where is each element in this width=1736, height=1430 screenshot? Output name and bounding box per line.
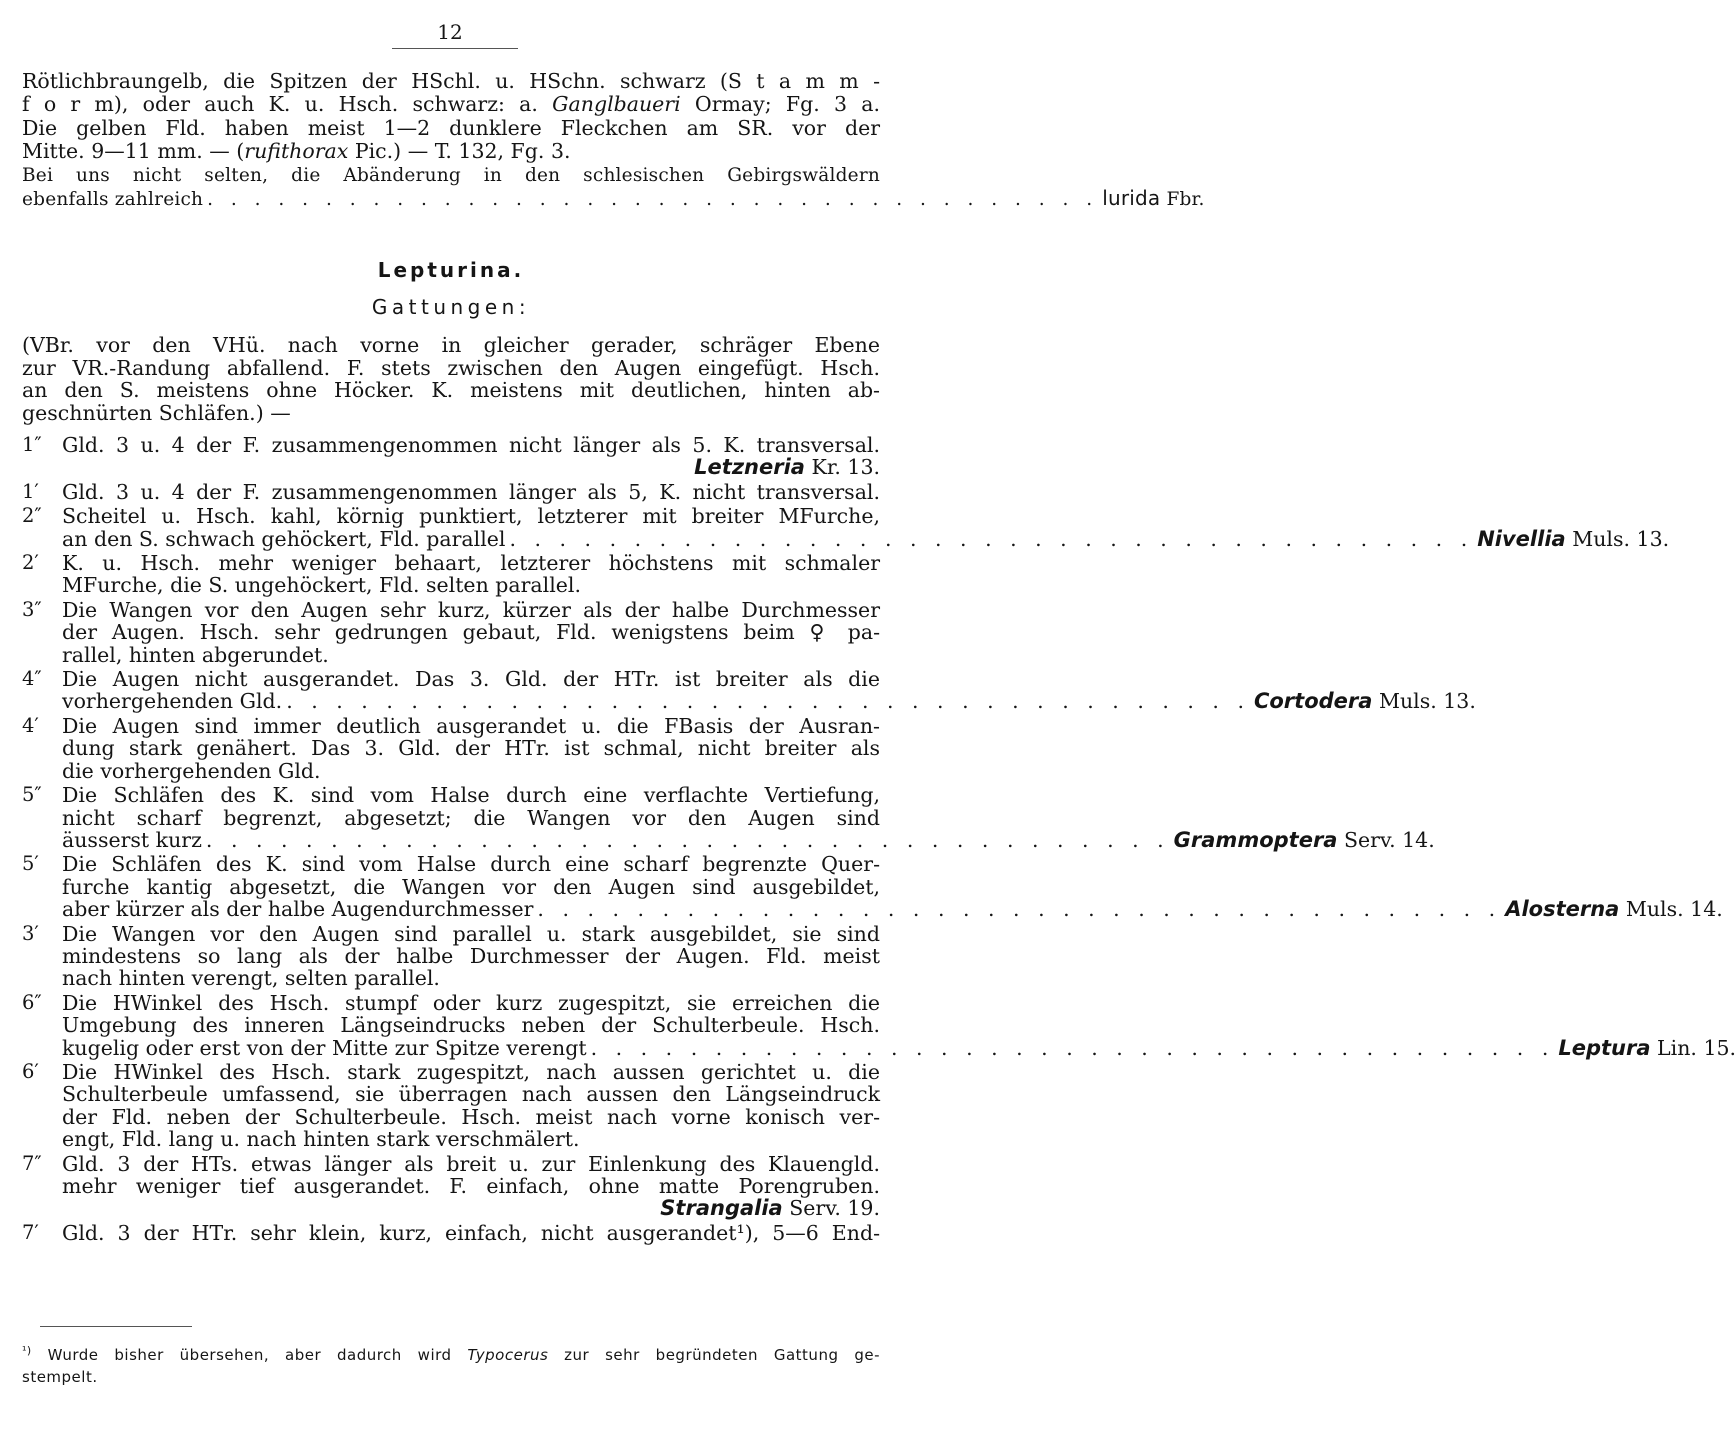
genus-line [62,1197,880,1219]
entry-line [62,526,1670,551]
couplet-number: 2″ [22,504,42,528]
key-entry [22,1061,880,1151]
couplet-number: 2′ [22,551,39,575]
leader-dots: . . . . . . . . . . . . . . . . . . . . . . . . . . . . . . . . . . . . . . . [286,689,1250,714]
leader-dots: . . . . . . . . . . . . . . . . . . . . . . . . . . . . . . . . . . . . . . . [509,526,1474,551]
entry-line [62,1035,1736,1060]
key-entry [22,552,880,597]
leader-dots: . . . . . . . . . . . . . . . . . . . . . . . . . . . . . . . . . . . . . . . [205,827,1170,852]
entry-line: Die HWinkel des Hsch. stark zugespitzt, nach aussen gerichtet u. die [62,1059,880,1084]
entry-line: furche kantig abgesetzt, die Wangen vor den Augen sind ausgebildet, [62,874,880,899]
leader-dots: . . . . . . . . . . . . . . . . . . . . . . . . . . . . . . . . . . . . . . [207,189,1099,211]
cond-line: zur VR.-Randung abfallend. F. stets zwischen den Augen eingefügt. Hsch. [22,355,880,380]
author: Lin. 15. [1650,1035,1736,1060]
couplet-number: 3′ [22,921,39,945]
entry-line: Die Augen nicht ausgerandet. Das 3. Gld. der HTr. ist breiter als die [62,667,880,692]
couplet-number: 5′ [22,852,39,876]
text-span: Wurde bisher übersehen, aber dadurch wird [31,1346,468,1364]
entry-line: dung stark genähert. Das 3. Gld. der HTr. ist schmal, nicht breiter als [62,736,880,761]
genus-name: Letzneria [694,455,805,480]
author: Serv. 19. [782,1196,880,1221]
text-span: äusserst kurz [62,827,202,852]
cond-line: (VBr. vor den VHü. nach vorne in gleicher gerader, schräger Ebene [22,333,880,357]
text-span: f o r m), oder auch K. u. Hsch. schwarz: a. [22,92,553,117]
key-entry [22,783,1435,852]
entry-line: Die Schläfen des K. sind vom Halse durch eine scharf begrenzte Quer- [62,852,880,877]
entry-line: rallel, hinten abgerundet. [62,642,329,667]
intro-paragraph [22,69,1205,211]
taxon-name [1174,829,1435,851]
entry-line: MFurche, die S. ungehöckert, Fld. selten parallel. [62,573,581,598]
key-entries [22,433,1736,1245]
intro-line [22,93,880,116]
couplet-number: 7′ [22,1220,39,1244]
key-entry [22,715,880,782]
couplet-number: 6′ [22,1059,39,1083]
entry-line [62,689,1476,714]
genus-name: Leptura [1558,1035,1651,1060]
footnote [22,1340,880,1388]
header-rule [392,48,518,49]
author: Muls. 14. [1619,897,1723,922]
cond-line: an den S. meistens ohne Höcker. K. meistens mit deutlichen, hinten ab- [22,378,880,403]
intro-line [22,186,1205,211]
entry-line: K. u. Hsch. mehr weniger behaart, letzterer höchstens mit schmaler [62,551,880,576]
text-span: an den S. schwach gehöckert, Fld. parallel [62,526,506,551]
entry-line: Gld. 3 der HTr. sehr klein, kurz, einfach, nicht ausgerandet¹), 5—6 End- [62,1220,880,1245]
author: Muls. 13. [1372,689,1476,714]
entry-line: der Fld. neben der Schulterbeule. Hsch. meist nach vorne konisch ver- [62,1104,880,1129]
intro-line: Die gelben Fld. haben meist 1—2 dunklere Fleckchen am SR. vor der [22,115,880,140]
entry-line: Die Augen sind immer deutlich ausgerandet u. die FBasis der Ausran- [62,713,880,738]
entry-line [62,897,1723,922]
entry-line: Scheitel u. Hsch. kahl, körnig punktiert, letzterer mit breiter MFurche, [62,504,880,529]
key-entry [22,434,880,479]
entry-line: Die HWinkel des Hsch. stumpf oder kurz zugespitzt, sie erreichen die [62,990,880,1015]
genus-name: Cortodera [1253,689,1373,714]
footnote-line: stempelt. [22,1368,98,1386]
genus-name: Nivellia [1477,526,1566,551]
couplet-number: 4″ [22,667,42,691]
entry-line: Gld. 3 u. 4 der F. zusammengenommen nicht länger als 5. K. transversal. [62,433,880,457]
cond-line: geschnürten Schläfen.) — [22,400,291,425]
page-number: 12 [437,20,463,44]
text-span: aber kürzer als der halbe Augendurchmesser [62,897,534,922]
key-entry [22,1153,880,1220]
entry-line: mindestens so lang als der halbe Durchmesser der Augen. Fld. meist [62,943,880,968]
entry-line: der Augen. Hsch. sehr gedrungen gebaut, Fld. wenigstens beim ♀ pa- [62,620,880,645]
couplet-number: 1′ [22,479,39,503]
subsection-title: Gattungen: [371,295,531,319]
footnote-rule [40,1326,192,1327]
genus-name: Strangalia [660,1196,783,1221]
couplet-number: 6″ [22,990,42,1014]
author: Kr. 13. [804,455,880,480]
taxon-bold: lurida [1102,186,1161,211]
couplet-number: 3″ [22,597,42,621]
key-entry [22,667,1476,714]
entry-line: die vorhergehenden Gld. [62,758,321,783]
entry-line: Umgebung des inneren Längseindrucks neben der Schulterbeule. Hsch. [62,1013,880,1038]
leader-dots: . . . . . . . . . . . . . . . . . . . . . . . . . . . . . . . . . . . . . . . [537,897,1502,922]
entry-line: Gld. 3 der HTs. etwas länger als breit u. zur Einlenkung des Klauengld. [62,1151,880,1176]
couplet-number: 7″ [22,1151,42,1175]
intro-line: Bei uns nicht selten, die Abänderung in den schlesischen Gebirgswäldern [22,164,880,186]
entry-line: Schulterbeule umfassend, sie überragen nach aussen den Längseindruck [62,1082,880,1107]
key-entry [22,481,880,503]
key-entry [22,923,880,990]
intro-line [22,140,880,163]
text-span: Ormay; Fg. 3 a. [680,92,880,117]
text-span: kugelig oder erst von der Mitte zur Spitze verengt [62,1035,587,1060]
section-title: Lepturina. [377,258,525,282]
genus-name: Grammoptera [1173,827,1338,852]
leader-dots: . . . . . . . . . . . . . . . . . . . . . . . . . . . . . . . . . . . . . . . [590,1035,1555,1060]
text-span: ebenfalls zahlreich [22,189,204,211]
key-entry [22,599,880,666]
entry-line: nicht scharf begrenzt, abgesetzt; die Wangen vor den Augen sind [62,805,880,830]
author: Muls. 13. [1565,526,1670,551]
couplet-number: 1″ [22,433,42,456]
intro-line: Rötlichbraungelb, die Spitzen der HSchl. u. HSchn. schwarz (S t a m m - [22,69,880,93]
couplet-number: 5″ [22,783,42,807]
footnote-marker: ¹) [22,1344,32,1357]
key-entry [22,990,1736,1060]
genus-line [62,456,880,478]
italic-name: Typocerus [467,1346,549,1364]
key-entry [22,852,1723,922]
text-span: Pic.) — T. 132, Fg. 3. [348,139,571,164]
text-span: vorhergehenden Gld. [62,689,283,714]
italic-name: rufithorax [244,139,349,164]
entry-line: engt, Fld. lang u. nach hinten stark verschmälert. [62,1127,580,1152]
conditions-paragraph [22,334,880,424]
taxon-name [1558,1037,1736,1059]
entry-line: Die Schläfen des K. sind vom Halse durch eine verflachte Vertiefung, [62,783,880,808]
taxon-name [1505,898,1723,920]
entry-line: Gld. 3 u. 4 der F. zusammengenommen länger als 5, K. nicht transversal. [62,479,880,504]
author: Serv. 14. [1337,827,1435,852]
text-span: Mitte. 9—11 mm. — ( [22,139,245,164]
entry-line: nach hinten verengt, selten parallel. [62,966,440,991]
genus-name: Alosterna [1505,897,1620,922]
taxon-name [1254,690,1476,712]
taxon-name [1477,528,1669,550]
key-entry [22,504,1670,551]
key-entry [22,1222,880,1244]
entry-line: mehr weniger tief ausgerandet. F. einfach, ohne matte Porengruben. [62,1174,880,1198]
text-span: zur sehr begründeten Gattung ge- [548,1346,880,1364]
entry-line: Die Wangen vor den Augen sind parallel u. stark ausgebildet, sie sind [62,921,880,946]
author: Fbr. [1160,189,1205,211]
entry-line: Die Wangen vor den Augen sehr kurz, kürzer als der halbe Durchmesser [62,597,880,622]
taxon-name [1102,187,1204,211]
italic-name: Ganglbaueri [552,92,681,117]
couplet-number: 4′ [22,713,39,737]
footnote-line [22,1340,880,1366]
entry-line [62,827,1435,852]
